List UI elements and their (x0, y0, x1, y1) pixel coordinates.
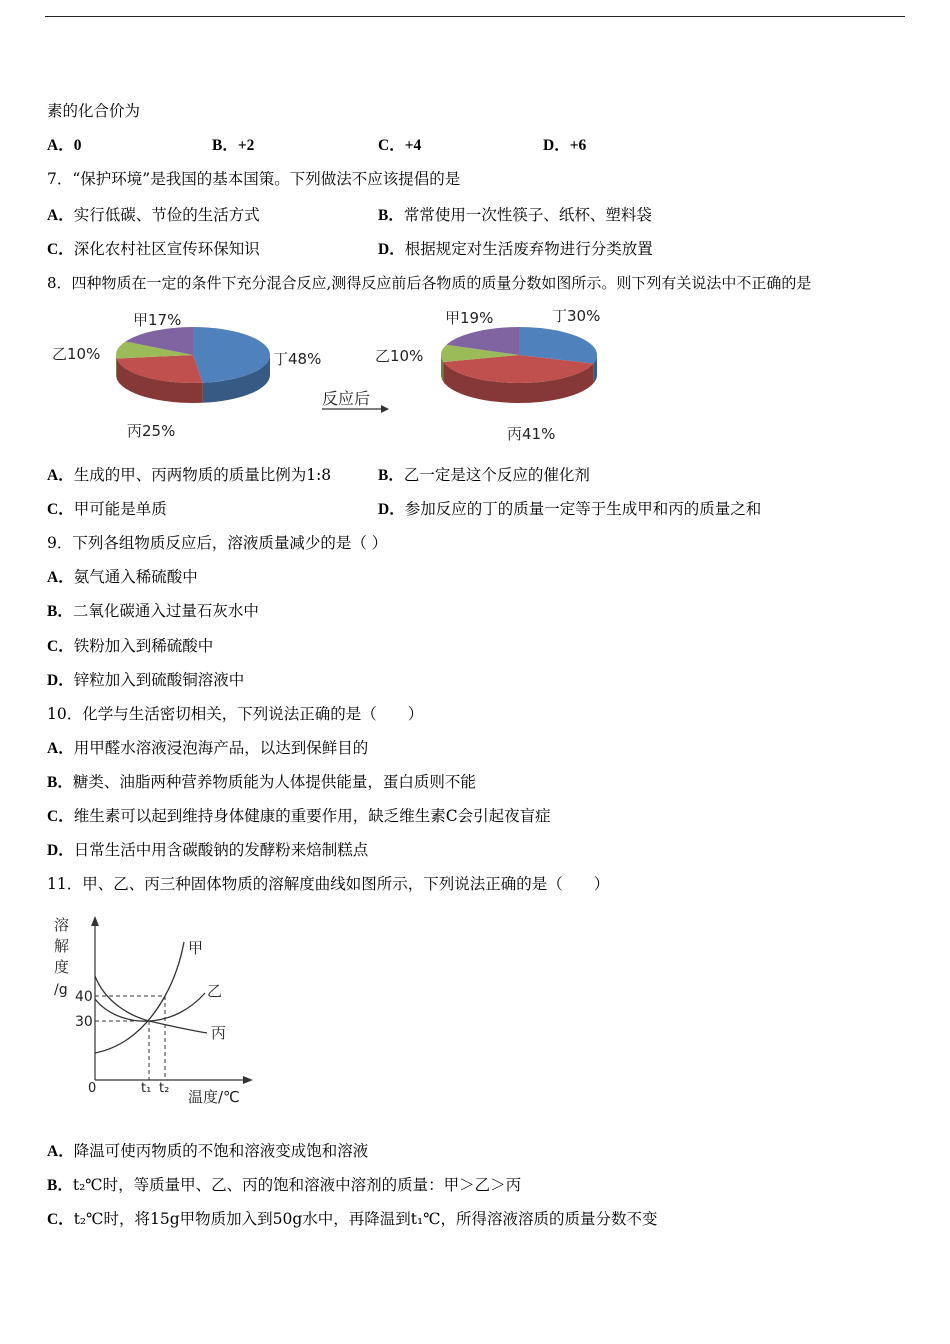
q11-option-b[interactable] (47, 1175, 521, 1196)
xtick-t1: t₁ (141, 1081, 152, 1096)
pie-label-丙: 丙41% (507, 425, 556, 443)
option-text: 二氧化碳通入过量石灰水中 (72, 602, 259, 620)
option-label: B． (47, 603, 73, 620)
option-label: A． (47, 137, 74, 154)
x-axis-arrow-icon (243, 1076, 253, 1084)
q6-option-a[interactable] (47, 135, 81, 156)
solubility-chart (45, 910, 255, 1110)
option-label: D． (543, 137, 570, 154)
option-label: C． (378, 137, 405, 154)
option-label: A． (47, 1143, 74, 1160)
q9-option-d[interactable] (47, 670, 244, 691)
q9-option-b[interactable] (47, 601, 259, 622)
option-text: 维生素可以起到维持身体健康的重要作用，缺乏维生素C会引起夜盲症 (73, 807, 551, 825)
option-text: 糖类、油脂两种营养物质能为人体提供能量，蛋白质则不能 (72, 773, 476, 791)
option-text: 常常使用一次性筷子、纸杯、塑料袋 (403, 206, 652, 224)
option-text: 实行低碳、节俭的生活方式 (73, 206, 260, 224)
option-label: D． (47, 842, 74, 859)
pie-label-丁: 丁30% (552, 307, 601, 325)
option-label: B． (378, 467, 404, 484)
option-text: 0 (73, 137, 82, 154)
q6-option-c[interactable] (378, 135, 421, 156)
q9-stem: 9．下列各组物质反应后，溶液质量减少的是（ ） (47, 534, 388, 552)
ylabel-char-2: 解 (54, 937, 70, 955)
option-text: t₂℃时，将15g甲物质加入到50g水中，再降温到t₁℃，所得溶液溶质的质量分数不变 (73, 1210, 658, 1228)
option-text: t₂℃时，等质量甲、乙、丙的饱和溶液中溶剂的质量：甲＞乙＞丙 (72, 1176, 522, 1194)
ylabel-char-1: 溶 (54, 916, 70, 934)
q7-option-c[interactable] (47, 239, 260, 260)
option-label: C． (47, 241, 74, 258)
option-label: B． (47, 774, 73, 791)
pie-label-丙: 丙25% (127, 422, 176, 440)
option-text: 日常生活中用含碳酸钠的发酵粉来焙制糕点 (73, 841, 369, 859)
q7-option-b[interactable] (378, 205, 652, 226)
option-label: B． (378, 207, 404, 224)
q10-option-d[interactable] (47, 840, 368, 861)
q11-option-c[interactable] (47, 1209, 658, 1230)
series-label-yi: 乙 (207, 982, 223, 1000)
ylabel-char-3: 度 (54, 958, 70, 976)
option-label: A． (47, 467, 74, 484)
pie-wall-乙 (116, 355, 117, 379)
q7-option-d[interactable] (378, 239, 653, 260)
option-label: D． (378, 501, 405, 518)
q11-stem: 11．甲、乙、丙三种固体物质的溶解度曲线如图所示，下列说法正确的是（ ） (47, 875, 610, 893)
option-text: 铁粉加入到稀硫酸中 (73, 637, 214, 655)
ytick-30: 30 (75, 1014, 93, 1030)
option-label: C． (47, 1211, 74, 1228)
arrow-label: 反应后 (322, 389, 371, 408)
option-text: 降温可使丙物质的不饱和溶液变成饱和溶液 (73, 1142, 369, 1160)
option-label: B． (212, 137, 238, 154)
q10-option-c[interactable] (47, 806, 551, 827)
option-text: +2 (237, 137, 255, 154)
q10-option-b[interactable] (47, 772, 476, 793)
pie-label-乙: 乙10% (52, 345, 101, 363)
option-label: A． (47, 740, 74, 757)
option-text: 深化农村社区宣传环保知识 (73, 240, 260, 258)
q8-pie-charts (45, 303, 665, 448)
q7-option-a[interactable] (47, 205, 260, 226)
option-label: C． (47, 808, 74, 825)
ylabel-char-4: /g (54, 982, 68, 998)
series-label-bing: 丙 (211, 1024, 227, 1042)
xlabel: 温度/℃ (188, 1088, 240, 1106)
q10-stem: 10．化学与生活密切相关，下列说法正确的是（ ） (47, 705, 424, 723)
pie-label-丁: 丁48% (273, 350, 322, 368)
curve-bing (95, 976, 207, 1033)
q8-stem: 8．四种物质在一定的条件下充分混合反应,测得反应前后各物质的质量分数如图所示。则下列有关说法中不正确的是 (47, 274, 812, 292)
q8-option-d[interactable] (378, 499, 761, 520)
option-text: 生成的甲、丙两物质的质量比例为1:8 (73, 466, 332, 484)
q10-option-a[interactable] (47, 738, 368, 759)
option-text: 用甲醛水溶液浸泡海产品，以达到保鲜目的 (73, 739, 369, 757)
q8-option-c[interactable] (47, 499, 167, 520)
option-text: 氨气通入稀硫酸中 (73, 568, 198, 586)
xtick-t2: t₂ (159, 1081, 170, 1096)
option-text: 乙一定是这个反应的催化剂 (403, 466, 590, 484)
q11-option-a[interactable] (47, 1141, 368, 1162)
option-text: 锌粒加入到硫酸铜溶液中 (73, 671, 245, 689)
ytick-40: 40 (75, 989, 93, 1005)
option-label: A． (47, 207, 74, 224)
pie-before (52, 311, 321, 440)
curve-yi (95, 993, 205, 1021)
option-label: C． (47, 638, 74, 655)
q8-option-b[interactable] (378, 465, 590, 486)
q6-option-b[interactable] (212, 135, 254, 156)
option-label: D． (47, 672, 74, 689)
series-label-jia: 甲 (188, 939, 204, 957)
q6-stem-tail: 素的化合价为 (47, 102, 141, 120)
option-text: 根据规定对生活废弃物进行分类放置 (404, 240, 653, 258)
option-text: +4 (404, 137, 422, 154)
option-text: +6 (569, 137, 587, 154)
option-label: C． (47, 501, 74, 518)
y-axis-arrow-icon (91, 916, 99, 926)
pie-label-乙: 乙10% (375, 347, 424, 365)
q8-option-a[interactable] (47, 465, 331, 486)
reaction-arrowhead-icon (381, 405, 389, 413)
q7-stem: 7．“保护环境”是我国的基本国策。下列做法不应该提倡的是 (47, 170, 461, 188)
q6-option-d[interactable] (543, 135, 586, 156)
q9-option-a[interactable] (47, 567, 198, 588)
option-label: B． (47, 1177, 73, 1194)
header-rule (45, 16, 905, 17)
pie-label-甲: 甲19% (445, 309, 494, 327)
q9-option-c[interactable] (47, 636, 213, 657)
option-label: D． (378, 241, 405, 258)
option-text: 甲可能是单质 (73, 500, 167, 518)
option-text: 参加反应的丁的质量一定等于生成甲和丙的质量之和 (404, 500, 762, 518)
origin-label: 0 (88, 1081, 97, 1096)
pie-label-甲: 甲17% (133, 311, 182, 329)
pie-after (375, 307, 600, 443)
option-label: A． (47, 569, 74, 586)
